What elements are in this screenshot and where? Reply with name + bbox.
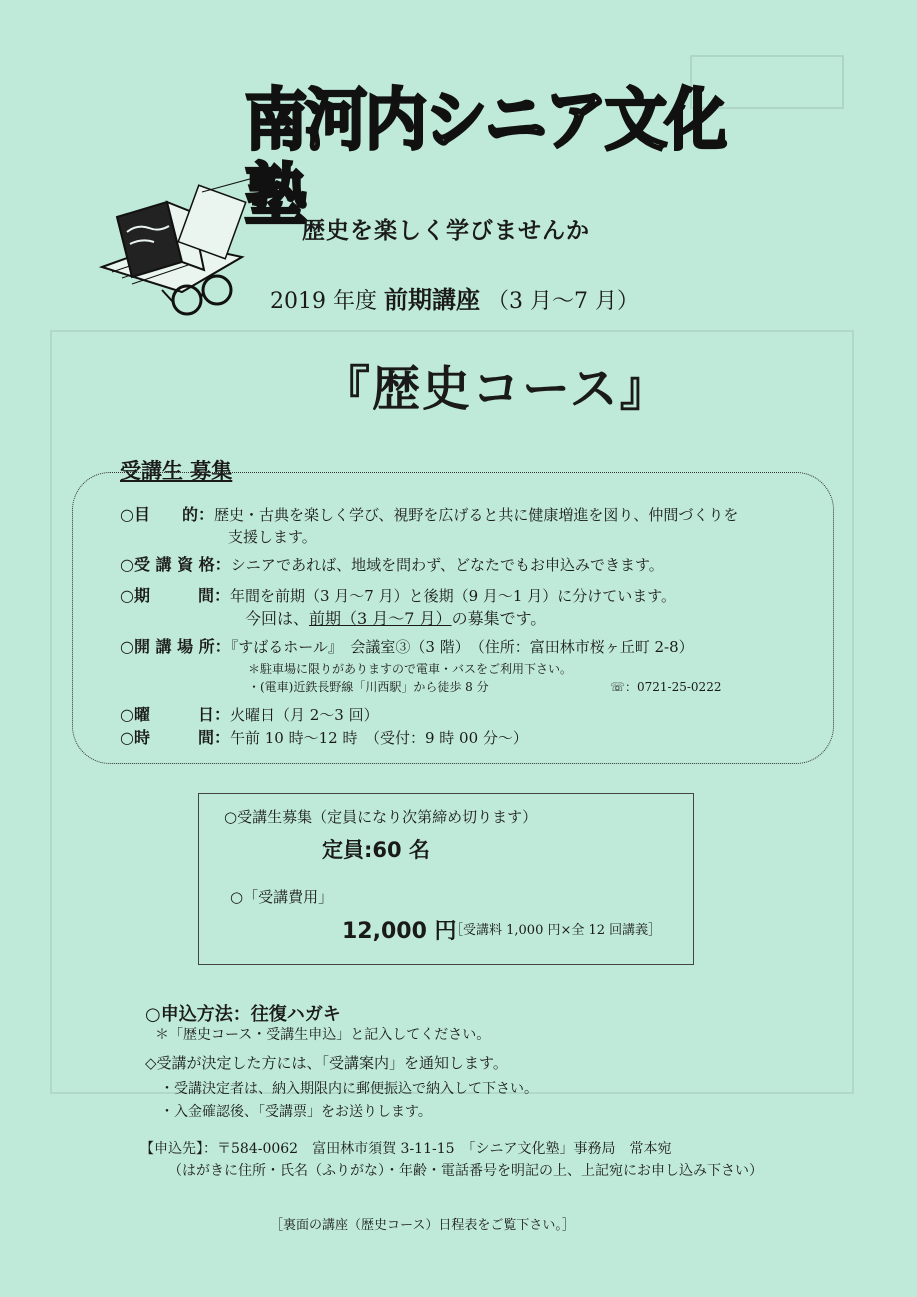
address-line: 【申込先】：〒584-0062 富田林市須賀 3-11-15 「シニア文化塾」事務局 常本宛	[140, 1141, 672, 1157]
catchphrase: 歴史を楽しく学びませんか	[302, 218, 590, 244]
time-label: ○時 間：	[120, 728, 230, 747]
apply-line-1: ＊「歴史コース・受講生申込」と記入してください。	[155, 1027, 491, 1043]
recruit-line: ○受講生募集（定員になり次第締め切ります）	[224, 808, 538, 826]
day-text: 火曜日（月 2～3 回）	[229, 706, 379, 724]
capacity: 定員:60 名	[322, 838, 430, 862]
apply-line-4: ・入金確認後、「受講票」をお送りします。	[160, 1104, 432, 1120]
eligibility-text: シニアであれば、地域を問わず、どなたでもお申込みできます。	[230, 556, 664, 574]
venue-note-1: ＊駐車場に限りがありますので電車・バスをご利用下さい。	[248, 662, 573, 676]
venue-row	[120, 636, 694, 658]
address-note: （はがきに住所・氏名（ふりがな）・年齢・電話番号を明記の上、上記宛にお申し込み下さい）	[168, 1163, 763, 1179]
venue-label: ○開 講 場 所：	[120, 637, 231, 656]
page-title: 南河内シニア文化塾	[245, 80, 726, 235]
period-text-2c: の募集です。	[451, 609, 547, 628]
book-glasses-illustration	[92, 172, 282, 326]
purpose-row	[120, 504, 810, 526]
purpose-text: 歴史・古典を楽しく学び、視野を広げると共に健康増進を図り、仲間づくりを	[213, 506, 739, 524]
course-name: 『歴史コース』	[322, 361, 670, 417]
back-note: ［裏面の講座（歴史コース）日程表をご覧下さい。］	[270, 1218, 575, 1233]
venue-text: 『すばるホール』 会議室③（3 階） （住所：富田林市桜ヶ丘町 2-8）	[230, 638, 694, 656]
time-row	[120, 727, 528, 749]
venue-note-2: ・(電車)近鉄長野線「川西駅」から徒歩 8 分	[248, 680, 489, 694]
fee-amount: 12,000 円	[342, 919, 457, 944]
period-text-2b: 前期（3 月～7 月）	[309, 609, 452, 628]
apply-line-2: ◇受講が決定した方には、「受講案内」を通知します。	[145, 1054, 508, 1072]
period-label: ○期 間：	[120, 586, 230, 605]
term-year: 2019 年度	[270, 289, 377, 314]
apply-heading: ○申込方法：往復ハガキ	[145, 1004, 341, 1025]
apply-line-3: ・受講決定者は、納入期限内に郵便振込で納入して下さい。	[160, 1081, 538, 1097]
term-name: 前期講座	[383, 286, 480, 314]
day-label: ○曜 日：	[120, 705, 230, 724]
recruit-heading: 受講生 募集	[120, 459, 233, 483]
term-line	[270, 280, 639, 315]
fee-label: ○「受講費用」	[230, 888, 334, 906]
eligibility-row	[120, 554, 664, 576]
day-row	[120, 704, 379, 726]
purpose-text-cont: 支援します。	[228, 528, 317, 546]
period-text-2a: 今回は、	[245, 609, 310, 628]
eligibility-label: ○受 講 資 格：	[120, 555, 231, 574]
term-period: （3 月～7 月）	[486, 289, 639, 314]
time-text: 午前 10 時～12 時 （受付：9 時 00 分～）	[229, 729, 528, 747]
fee-note: ［受講料 1,000 円×全 12 回講義］	[450, 923, 662, 938]
period-text: 年間を前期（3 月～7 月）と後期（9 月～1 月）に分けています。	[229, 587, 677, 605]
period-row-2	[245, 608, 546, 630]
period-row	[120, 585, 676, 607]
purpose-label: ○目 的：	[120, 505, 214, 524]
venue-phone: ☏：0721-25-0222	[610, 680, 722, 694]
